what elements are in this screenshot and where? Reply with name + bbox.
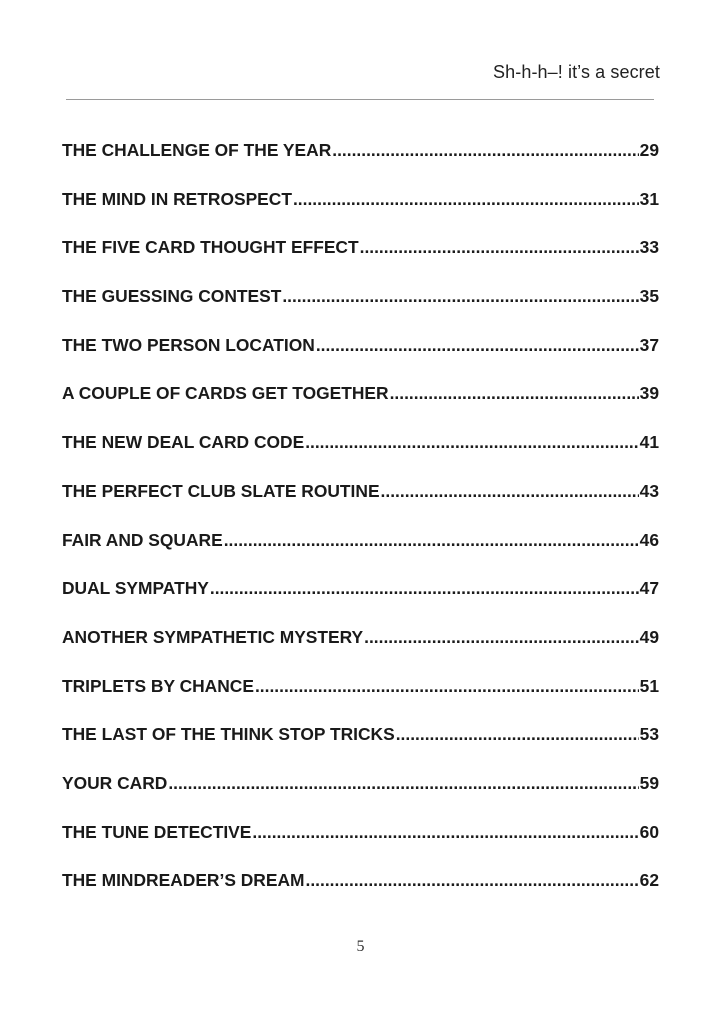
page-number: 5 xyxy=(356,938,365,955)
toc-entry-page: 62 xyxy=(639,870,659,891)
toc-dot-leader xyxy=(381,481,639,502)
toc-dot-leader xyxy=(306,870,639,891)
toc-entry-page: 29 xyxy=(639,140,659,160)
toc-entry-page: 43 xyxy=(639,480,659,501)
toc-dot-leader xyxy=(282,286,638,307)
toc-entry-title: THE FIVE CARD THOUGHT EFFECT xyxy=(62,237,359,258)
toc-entry xyxy=(62,286,659,335)
toc-entry-page: 49 xyxy=(639,626,659,647)
toc-entry xyxy=(62,773,659,822)
table-of-contents xyxy=(62,140,659,919)
toc-dot-leader xyxy=(332,140,638,161)
toc-entry-page: 41 xyxy=(639,432,659,453)
toc-entry-page: 39 xyxy=(639,383,659,404)
toc-entry xyxy=(62,627,659,676)
toc-entry xyxy=(62,481,659,530)
toc-dot-leader xyxy=(210,578,639,599)
toc-dot-leader xyxy=(396,724,639,745)
running-header-title: Sh-h-h–! it’s a secret xyxy=(493,62,660,82)
toc-dot-leader xyxy=(168,773,638,794)
toc-dot-leader xyxy=(390,383,639,404)
toc-entry-title: TRIPLETS BY CHANCE xyxy=(62,675,254,696)
toc-entry-page: 37 xyxy=(639,334,659,355)
toc-dot-leader xyxy=(293,189,639,210)
toc-entry-title: YOUR CARD xyxy=(62,772,168,793)
toc-dot-leader xyxy=(360,237,639,258)
toc-entry-page: 60 xyxy=(639,821,659,842)
toc-dot-leader xyxy=(252,822,638,843)
toc-entry-page: 51 xyxy=(639,675,659,696)
toc-entry-title: DUAL SYMPATHY xyxy=(62,578,209,599)
toc-entry xyxy=(62,870,659,919)
toc-entry-page: 31 xyxy=(639,188,659,209)
toc-entry-title: ANOTHER SYMPATHETIC MYSTERY xyxy=(62,626,364,647)
toc-entry xyxy=(62,432,659,481)
toc-entry-title: THE NEW DEAL CARD CODE xyxy=(62,432,305,453)
toc-dot-leader xyxy=(316,335,639,356)
header-divider xyxy=(66,99,654,100)
toc-entry-title: THE MIND IN RETROSPECT xyxy=(62,188,292,209)
toc-entry xyxy=(62,383,659,432)
toc-dot-leader xyxy=(305,432,638,453)
toc-entry-page: 59 xyxy=(639,772,659,793)
toc-entry-page: 47 xyxy=(639,578,659,599)
toc-entry-title: THE CHALLENGE OF THE YEAR xyxy=(62,140,332,160)
toc-entry-title: THE PERFECT CLUB SLATE ROUTINE xyxy=(62,480,380,501)
toc-entry xyxy=(62,676,659,725)
toc-entry-title: THE GUESSING CONTEST xyxy=(62,286,282,307)
toc-dot-leader xyxy=(364,627,639,648)
toc-entry xyxy=(62,530,659,579)
toc-entry-title: A COUPLE OF CARDS GET TOGETHER xyxy=(62,383,389,404)
toc-dot-leader xyxy=(224,530,639,551)
toc-entry-title: THE MINDREADER’S DREAM xyxy=(62,870,305,891)
toc-entry xyxy=(62,237,659,286)
toc-entry-title: FAIR AND SQUARE xyxy=(62,529,223,550)
toc-entry-page: 46 xyxy=(639,529,659,550)
toc-entry-page: 35 xyxy=(639,286,659,307)
toc-dot-leader xyxy=(255,676,639,697)
toc-entry-title: THE TUNE DETECTIVE xyxy=(62,821,252,842)
toc-entry-page: 53 xyxy=(639,724,659,745)
toc-entry xyxy=(62,335,659,384)
toc-entry xyxy=(62,822,659,871)
toc-entry-title: THE LAST OF THE THINK STOP TRICKS xyxy=(62,724,395,745)
toc-entry xyxy=(62,189,659,238)
toc-entry xyxy=(62,578,659,627)
toc-entry-title: THE TWO PERSON LOCATION xyxy=(62,334,315,355)
toc-entry xyxy=(62,724,659,773)
toc-entry-page: 33 xyxy=(639,237,659,258)
toc-entry xyxy=(62,140,659,189)
